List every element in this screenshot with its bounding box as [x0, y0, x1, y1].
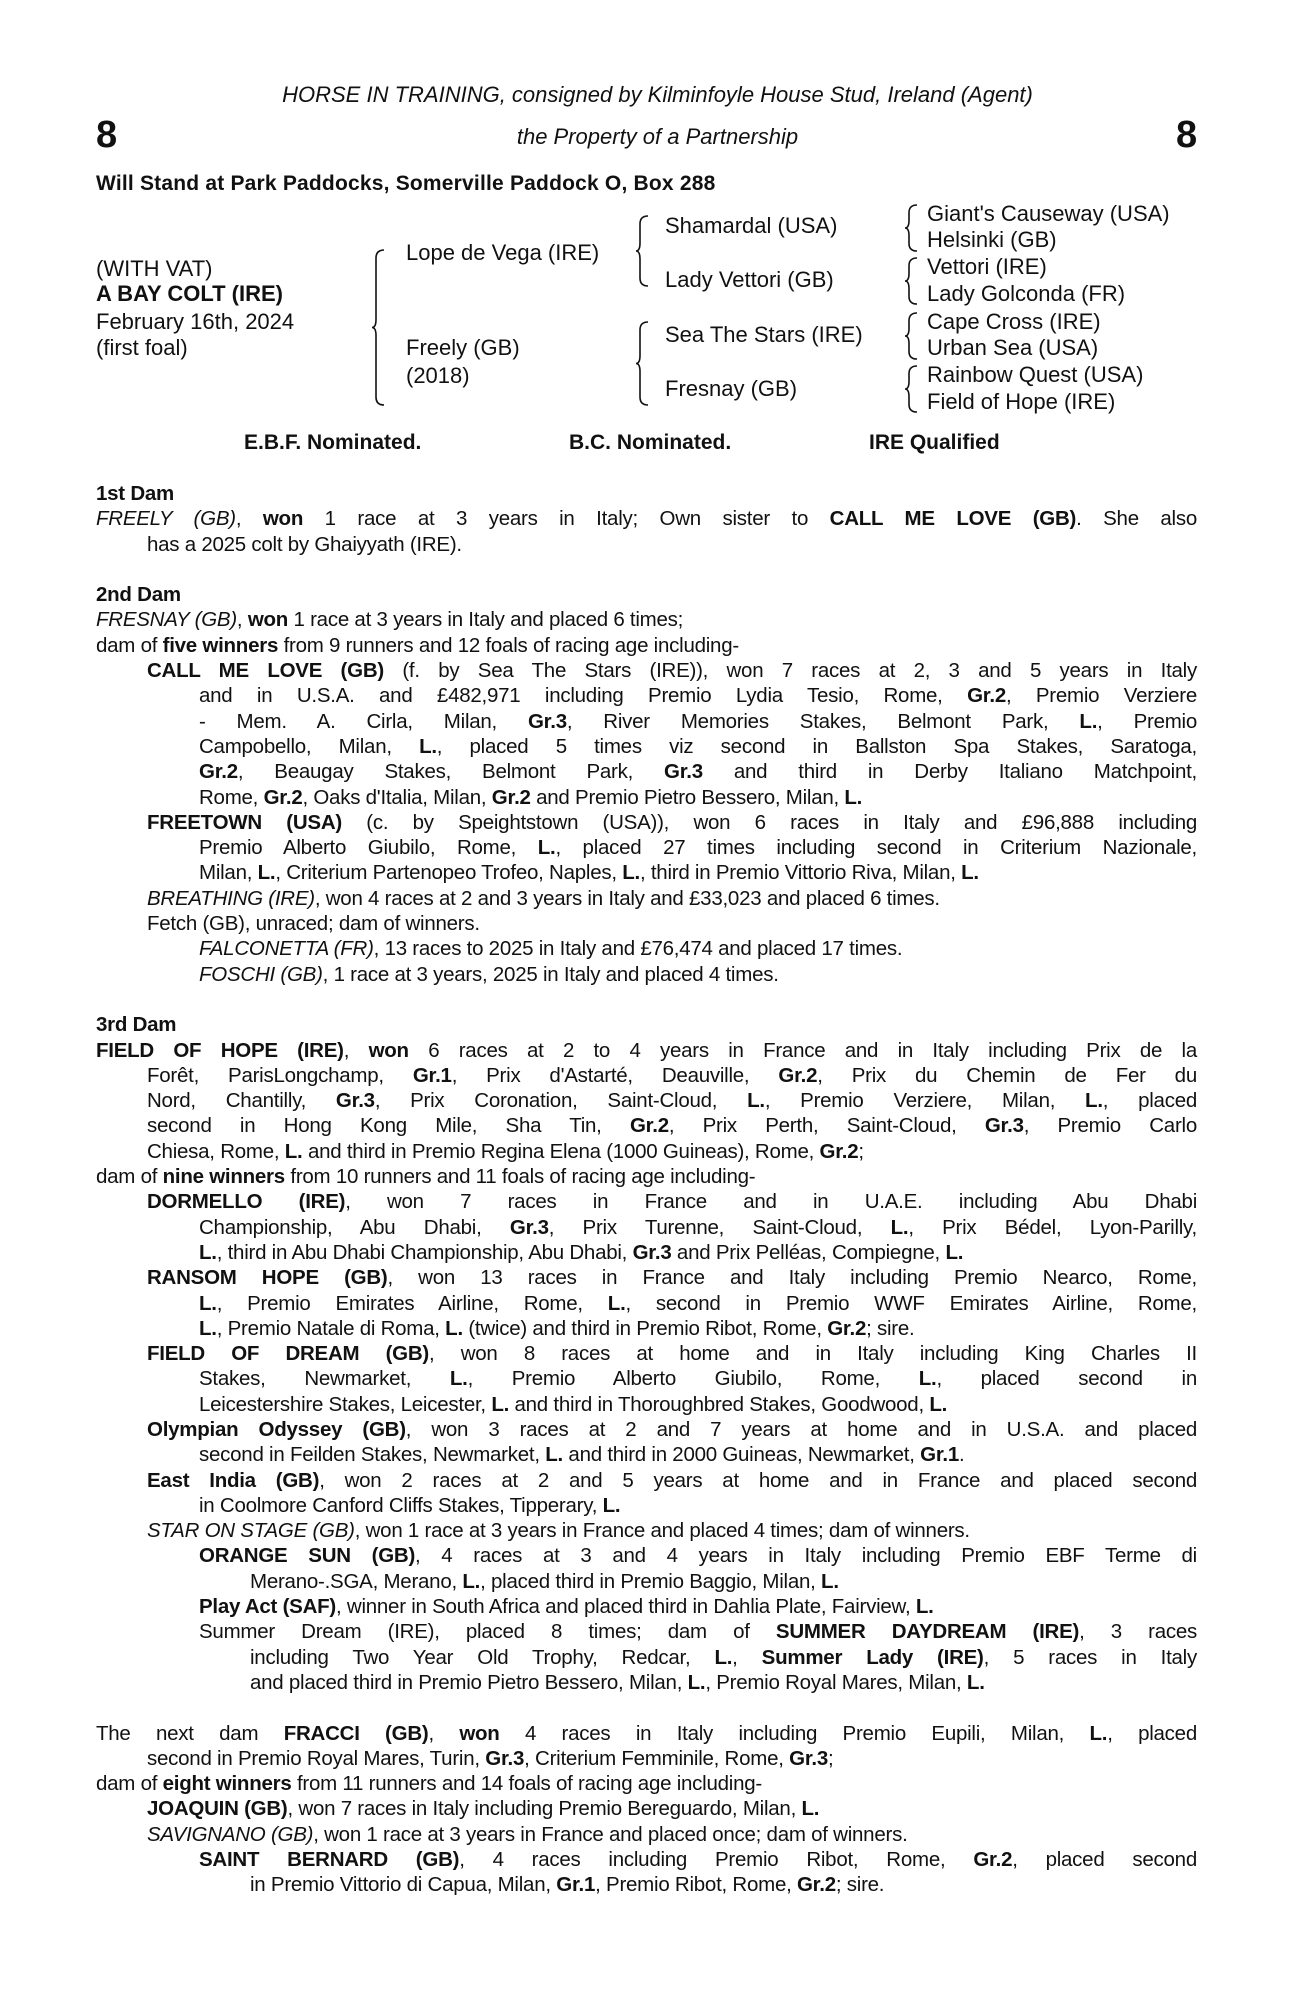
record-line [96, 936, 1197, 961]
text: , placed 27 times including second in Criterium Nazionale, [555, 836, 1197, 860]
record-line [96, 1543, 1197, 1568]
bold-text: L. [929, 1392, 948, 1416]
text: Championship, Abu Dhabi, [199, 1215, 510, 1239]
sire-dam: Lady Vettori (GB) [665, 267, 834, 292]
bold-text: FIELD OF HOPE (IRE) [96, 1038, 344, 1062]
ancestor: Giant's Causeway (USA) [927, 201, 1170, 226]
text: , won 1 race at 3 years in France and placed 4 times; dam of winners. [354, 1519, 970, 1543]
bold-text: L. [545, 1443, 563, 1467]
record-line [96, 1113, 1197, 1138]
bold-text: nine winners [162, 1165, 285, 1189]
record-line [96, 1619, 1197, 1644]
text: The next dam [96, 1721, 284, 1745]
ancestor: Field of Hope (IRE) [927, 389, 1116, 414]
text: (c. by Speightstown (USA)), won 6 races in Italy and £96,888 including [341, 810, 1197, 834]
text: from 11 runners and 14 foals of racing age including- [291, 1772, 762, 1796]
bold-text: L. [1089, 1721, 1108, 1745]
record-line [96, 1291, 1197, 1316]
bold-text: FRACCI (GB) [283, 1721, 429, 1745]
text: , third in Abu Dhabi Championship, Abu Dhabi, [216, 1240, 633, 1264]
bold-text: Gr.2 [199, 760, 238, 784]
pedigree-brace [905, 205, 917, 251]
text: , placed [1102, 1089, 1197, 1113]
italic-text: SAVIGNANO (GB) [147, 1822, 314, 1846]
bold-text: L. [199, 1240, 217, 1264]
text: , Premio Verziere [1005, 684, 1197, 708]
text: Summer Dream (IRE), placed 8 times; dam of [199, 1620, 776, 1644]
text: Chiesa, Rome, [147, 1139, 285, 1163]
text: and third in Thoroughbred Stakes, Goodwood, [509, 1392, 930, 1416]
text: (twice) and third in Premio Ribot, Rome, [462, 1316, 828, 1340]
text: - Mem. A. Cirla, Milan, [199, 709, 528, 733]
dam-section [96, 1012, 1197, 1695]
bold-text: SAINT BERNARD (GB) [199, 1848, 460, 1872]
record-line [96, 1038, 1197, 1063]
dam: Freely (GB) [406, 335, 520, 360]
record-line [96, 962, 1197, 987]
text: , second in Premio WWF Emirates Airline, Rome, [625, 1291, 1197, 1315]
section-heading: 2nd Dam [96, 583, 181, 607]
record-line [96, 1366, 1197, 1391]
record-line [96, 1493, 1197, 1518]
text: Nord, Chantilly, [147, 1089, 336, 1113]
text: , placed second [1012, 1848, 1197, 1872]
bold-text: Gr.2 [629, 1114, 669, 1138]
bold-text: Play Act (SAF) [199, 1595, 336, 1619]
text: . She also [1076, 507, 1198, 531]
text: , Prix Coronation, Saint-Cloud, [374, 1089, 748, 1113]
bold-text: Gr.2 [973, 1848, 1013, 1872]
bold-text: RANSOM HOPE (GB) [147, 1266, 388, 1290]
bold-text: won [262, 507, 304, 531]
bold-text: CALL ME LOVE (GB) [147, 659, 384, 683]
text: (f. by Sea The Stars (IRE)), won 7 races at 2, 3 and 5 years in Italy [383, 659, 1197, 683]
bold-text: won [247, 608, 289, 632]
text: , third in Premio Vittorio Riva, Milan, [639, 861, 962, 885]
record-line [96, 1645, 1197, 1670]
bold-text: Gr.3 [527, 709, 567, 733]
bold-text: L. [491, 1392, 510, 1416]
text: , Prix Turenne, Saint-Cloud, [548, 1215, 891, 1239]
bold-text: Gr.3 [789, 1746, 829, 1770]
bold-text: ORANGE SUN (GB) [199, 1544, 416, 1568]
record-line [96, 759, 1197, 784]
text: including Two Year Old Trophy, Redcar, [250, 1645, 715, 1669]
record-line [96, 506, 1197, 531]
text: , won 13 races in France and Italy including Premio Nearco, Rome, [387, 1266, 1197, 1290]
text: , Premio Verziere, Milan, [764, 1089, 1086, 1113]
text: Premio Alberto Giubilo, Rome, [199, 836, 538, 860]
record-line [96, 1265, 1197, 1290]
text: , placed third in Premio Baggio, Milan, [480, 1569, 822, 1593]
dam-section [96, 582, 1197, 987]
record-line [96, 886, 1197, 911]
bold-text: eight winners [162, 1772, 292, 1796]
bold-text: L. [714, 1645, 733, 1669]
text: , Prix du Chemin de Fer du [817, 1063, 1197, 1087]
bold-text: Gr.1 [920, 1443, 960, 1467]
bold-text: L. [607, 1291, 626, 1315]
record-line [96, 1316, 1197, 1341]
record-line [96, 1240, 1197, 1265]
pedigree-brace [905, 366, 917, 412]
text: , won 4 races at 2 and 3 years in Italy and £33,023 and placed 6 times. [314, 886, 940, 910]
bold-text: Gr.2 [967, 684, 1006, 708]
text: . [959, 1443, 965, 1467]
text: , Premio Natale di Roma, [216, 1316, 446, 1340]
foal-note: (first foal) [96, 335, 188, 360]
text: , Oaks d'Italia, Milan, [302, 785, 492, 809]
ancestor: Lady Golconda (FR) [927, 281, 1126, 306]
italic-text: FRESNAY (GB) [96, 608, 237, 632]
bold-text: L. [687, 1670, 706, 1694]
text: , won 8 races at home and in Italy including King Charles II [429, 1342, 1197, 1366]
text: , placed second in [936, 1367, 1197, 1391]
text: , 1 race at 3 years, 2025 in Italy and placed 4 times. [322, 962, 779, 986]
bold-text: L. [199, 1291, 217, 1315]
text: Milan, [199, 861, 258, 885]
italic-text: STAR ON STAGE (GB) [147, 1519, 355, 1543]
text: Leicestershire Stakes, Leicester, [199, 1392, 492, 1416]
foaling-date: February 16th, 2024 [96, 309, 295, 334]
bold-text: Summer Lady (IRE) [761, 1645, 984, 1669]
record-line [96, 1189, 1197, 1214]
text: Stakes, Newmarket, [199, 1367, 450, 1391]
bold-text: L. [257, 861, 276, 885]
record-line [96, 1822, 1197, 1847]
record-line [96, 1872, 1197, 1897]
bold-text: Gr.3 [664, 760, 703, 784]
text: 1 race at 3 years in Italy; Own sister to [303, 507, 830, 531]
text: , Premio [1097, 709, 1197, 733]
bold-text: L. [449, 1367, 468, 1391]
bold-text: L. [1085, 1089, 1103, 1113]
record-line [96, 1594, 1197, 1619]
text: , [235, 507, 263, 531]
record-line [96, 734, 1197, 759]
bold-text: Gr.3 [984, 1114, 1024, 1138]
record-line [96, 1088, 1197, 1113]
text: , 13 races to 2025 in Italy and £76,474 and placed 17 times. [373, 937, 903, 961]
text: 1 race at 3 years in Italy and placed 6 times; [288, 608, 684, 632]
ancestor: Cape Cross (IRE) [927, 309, 1101, 334]
text: has a 2025 colt by Ghaiyyath (IRE). [147, 532, 462, 556]
text: from 10 runners and 11 foals of racing age including- [284, 1165, 756, 1189]
bold-text: L. [747, 1089, 765, 1113]
text: ; [828, 1746, 834, 1770]
text: , Prix Perth, Saint-Cloud, [668, 1114, 985, 1138]
pedigree-brace [905, 313, 917, 359]
sire-sire: Shamardal (USA) [665, 213, 838, 238]
record-line [96, 1771, 1197, 1796]
pedigree-brace [905, 258, 917, 304]
stabling-location: Will Stand at Park Paddocks, Somerville Paddock O, Box 288 [96, 172, 716, 195]
text: Campobello, Milan, [199, 734, 420, 758]
text: , Criterium Femminile, Rome, [524, 1746, 790, 1770]
text: and third in Derby Italiano Matchpoint, [702, 760, 1197, 784]
text: ; sire. [866, 1316, 915, 1340]
record-line [96, 835, 1197, 860]
record-line [96, 1139, 1197, 1164]
text: and third in Premio Regina Elena (1000 Guineas), Rome, [302, 1139, 820, 1163]
bold-text: Gr.1 [412, 1063, 452, 1087]
record-line [96, 1746, 1197, 1771]
bold-text: L. [918, 1367, 937, 1391]
record-line [96, 1518, 1197, 1543]
italic-text: FREELY (GB) [96, 507, 236, 531]
bold-text: L. [419, 734, 437, 758]
text: dam of [96, 633, 163, 657]
text: , [343, 1038, 369, 1062]
text: , 4 races at 3 and 4 years in Italy including Premio EBF Terme di [415, 1544, 1197, 1568]
bold-text: L. [537, 836, 556, 860]
bold-text: Gr.2 [827, 1316, 867, 1340]
text: second in Premio Royal Mares, Turin, [147, 1746, 486, 1770]
lot-number-left: 8 [96, 114, 118, 156]
text: , Premio Royal Mares, Milan, [705, 1670, 967, 1694]
sire: Lope de Vega (IRE) [406, 240, 600, 265]
record-line [96, 1847, 1197, 1872]
text: , 3 races [1079, 1620, 1198, 1644]
bold-text: Gr.2 [819, 1139, 859, 1163]
bold-text: L. [199, 1316, 217, 1340]
section-heading: 1st Dam [96, 482, 175, 505]
bold-text: SUMMER DAYDREAM (IRE) [775, 1620, 1080, 1644]
bold-text: L. [890, 1215, 909, 1239]
text: , Premio Carlo [1023, 1114, 1197, 1138]
text: , River Memories Stakes, Belmont Park, [566, 709, 1080, 733]
text: , won 7 races in France and in U.A.E. including Abu Dhabi [345, 1190, 1197, 1214]
bold-text: five winners [162, 633, 279, 657]
record-line [96, 607, 1197, 632]
text: , [732, 1645, 762, 1669]
bold-text: L. [1079, 709, 1098, 733]
record-line [96, 709, 1197, 734]
bold-text: Gr.3 [485, 1746, 525, 1770]
pedigree-brace [636, 322, 648, 405]
text: , Premio Ribot, Rome, [595, 1873, 797, 1897]
record-line [96, 532, 1197, 557]
record-line [96, 1442, 1197, 1467]
text: , [428, 1721, 460, 1745]
bold-text: L. [622, 861, 640, 885]
record-line [96, 658, 1197, 683]
record-line [96, 1721, 1197, 1746]
text: , won 1 race at 3 years in France and placed once; dam of winners. [313, 1822, 908, 1846]
bold-text: L. [966, 1670, 985, 1694]
text: , placed 5 times viz second in Ballston Spa Stakes, Saratoga, [436, 734, 1197, 758]
text: Fetch (GB), unraced; dam of winners. [147, 912, 480, 936]
text: , Criterium Partenopeo Trofeo, Naples, [275, 861, 623, 885]
dam-year: (2018) [406, 363, 470, 388]
text: in Premio Vittorio di Capua, Milan, [250, 1873, 557, 1897]
bold-text: L. [961, 861, 979, 885]
bold-text: L. [821, 1569, 839, 1593]
bold-text: Gr.3 [509, 1215, 549, 1239]
text: , Prix Bédel, Lyon-Parilly, [908, 1215, 1197, 1239]
bold-text: L. [915, 1595, 934, 1619]
text: Forêt, ParisLongchamp, [147, 1063, 413, 1087]
bold-text: DORMELLO (IRE) [147, 1190, 346, 1214]
text: dam of [96, 1165, 163, 1189]
text: ; sire. [835, 1873, 885, 1897]
record-line [96, 860, 1197, 885]
record-line [96, 1670, 1197, 1695]
record-line [96, 1468, 1197, 1493]
bold-text: L. [284, 1139, 303, 1163]
bold-text: Olympian Odyssey (GB) [147, 1417, 406, 1441]
bold-text: Gr.3 [632, 1240, 672, 1264]
text: , winner in South Africa and placed third in Dahlia Plate, Fairview, [336, 1595, 916, 1619]
italic-text: FOSCHI (GB) [199, 962, 323, 986]
bold-text: Gr.2 [796, 1873, 836, 1897]
record-line [96, 1063, 1197, 1088]
record-line [96, 1215, 1197, 1240]
text: , 4 races including Premio Ribot, Rome, [459, 1848, 974, 1872]
bold-text: JOAQUIN (GB) [147, 1797, 288, 1821]
italic-text: BREATHING (IRE) [147, 886, 315, 910]
text: ; [858, 1139, 864, 1163]
bold-text: L. [462, 1569, 481, 1593]
dam-section [96, 481, 1197, 557]
ancestor: Rainbow Quest (USA) [927, 362, 1144, 387]
bold-text: L. [445, 1316, 463, 1340]
bold-text: L. [945, 1240, 964, 1264]
text: 4 races in Italy including Premio Eupili, Milan, [499, 1721, 1090, 1745]
record-line [96, 1341, 1197, 1366]
text: , won 2 races at 2 and 5 years at home and in France and placed second [319, 1468, 1198, 1492]
text: from 9 runners and 12 foals of racing age including- [278, 633, 739, 657]
text: Rome, [199, 785, 264, 809]
horse-name: A BAY COLT (IRE) [96, 281, 284, 306]
record-line [96, 1164, 1197, 1189]
ancestor: Urban Sea (USA) [927, 335, 1099, 360]
ire-qualified: IRE Qualified [869, 431, 1000, 454]
pedigree-brace [636, 216, 648, 286]
pedigree-brace [372, 250, 384, 405]
vat-note: (WITH VAT) [96, 256, 213, 281]
bold-text: L. [602, 1493, 621, 1517]
text: , [236, 608, 248, 632]
bold-text: FREETOWN (USA) [147, 810, 342, 834]
record-line [96, 1569, 1197, 1594]
text: and Premio Pietro Bessero, Milan, [530, 785, 845, 809]
text: , Prix d'Astarté, Deauville, [451, 1063, 779, 1087]
text: Merano-.SGA, Merano, [250, 1569, 463, 1593]
text: , Beaugay Stakes, Belmont Park, [237, 760, 665, 784]
text: and third in 2000 Guineas, Newmarket, [562, 1443, 921, 1467]
text: and in U.S.A. and £482,971 including Premio Lydia Tesio, Rome, [199, 684, 968, 708]
record-line [96, 1417, 1197, 1442]
record-line [96, 785, 1197, 810]
property-line: the Property of a Partnership [516, 124, 799, 149]
dam-dam: Fresnay (GB) [665, 376, 798, 401]
text: , won 7 races in Italy including Premio Bereguardo, Milan, [287, 1797, 802, 1821]
bold-text: Gr.3 [335, 1089, 375, 1113]
produce-record [96, 481, 1197, 1898]
bold-text: Gr.2 [491, 785, 531, 809]
bold-text: L. [801, 1797, 820, 1821]
bold-text: won [368, 1038, 409, 1062]
bold-text: East India (GB) [147, 1468, 320, 1492]
bold-text: CALL ME LOVE (GB) [829, 507, 1077, 531]
ancestor: Vettori (IRE) [927, 254, 1047, 279]
record-line [96, 1392, 1197, 1417]
text: second in Feilden Stakes, Newmarket, [199, 1443, 546, 1467]
bold-text: won [459, 1721, 500, 1745]
text: , Premio Emirates Airline, Rome, [216, 1291, 608, 1315]
text: , Premio Alberto Giubilo, Rome, [467, 1367, 919, 1391]
section-heading: 3rd Dam [96, 1013, 177, 1037]
bold-text: Gr.2 [263, 785, 303, 809]
dam-sire: Sea The Stars (IRE) [665, 322, 863, 347]
bold-text: Gr.2 [778, 1063, 818, 1087]
text: and placed third in Premio Pietro Bessero, Milan, [250, 1670, 688, 1694]
ancestor: Helsinki (GB) [927, 227, 1057, 252]
italic-text: FALCONETTA (FR) [199, 937, 374, 961]
record-line [96, 1796, 1197, 1821]
text: , 5 races in Italy [983, 1645, 1197, 1669]
record-line [96, 683, 1197, 708]
bold-text: FIELD OF DREAM (GB) [147, 1342, 430, 1366]
bc-nominated: B.C. Nominated. [569, 431, 732, 454]
text: dam of [96, 1772, 163, 1796]
bold-text: L. [844, 785, 863, 809]
text: in Coolmore Canford Cliffs Stakes, Tipperary, [199, 1493, 603, 1517]
text: second in Hong Kong Mile, Sha Tin, [147, 1114, 630, 1138]
bold-text: Gr.1 [556, 1873, 596, 1897]
text: , placed [1107, 1721, 1197, 1745]
text: , won 3 races at 2 and 7 years at home and in U.S.A. and placed [405, 1417, 1197, 1441]
lot-number-right: 8 [1176, 114, 1198, 156]
record-line [96, 633, 1197, 658]
ebf-nominated: E.B.F. Nominated. [244, 431, 422, 454]
consignor-line: HORSE IN TRAINING, consigned by Kilminfoyle House Stud, Ireland (Agent) [282, 82, 1033, 107]
text: 6 races at 2 to 4 years in France and in Italy including Prix de la [408, 1038, 1197, 1062]
record-line [96, 911, 1197, 936]
record-line [96, 810, 1197, 835]
dam-section [96, 1721, 1197, 1898]
text: and Prix Pelléas, Compiegne, [671, 1240, 946, 1264]
